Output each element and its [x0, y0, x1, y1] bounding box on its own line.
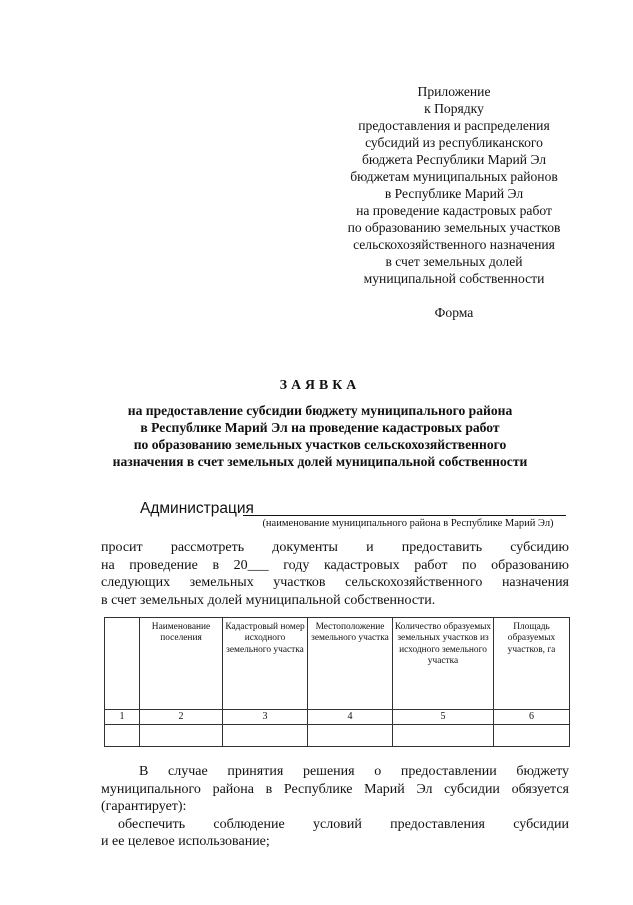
- paragraph-line: на проведение в 20___ году кадастровых работ по образованию: [101, 557, 569, 573]
- subtitle-line: по образованию земельных участков сельскохозяйственного: [133, 437, 507, 452]
- appendix-line: в счет земельных долей: [385, 254, 523, 269]
- table-cell[interactable]: [393, 725, 494, 747]
- appendix-line: бюджетам муниципальных районов: [350, 169, 558, 184]
- table-number-cell: 4: [308, 710, 393, 725]
- paragraph-line: и ее целевое использование;: [101, 834, 270, 849]
- table-cell[interactable]: [308, 725, 393, 747]
- admin-label: Администрация: [140, 500, 254, 517]
- document-title: ЗАЯВКА: [279, 377, 361, 392]
- table-header-cell: Площадь образуемых участков, га: [494, 618, 570, 710]
- subtitle-line: в Республике Марий Эл на проведение кадастровых работ: [140, 420, 500, 435]
- table-cell[interactable]: [105, 725, 140, 747]
- appendix-line: к Порядку: [424, 101, 484, 116]
- appendix-line: предоставления и распределения: [358, 118, 550, 133]
- appendix-block: [320, 83, 588, 321]
- paragraph-line: муниципального района в Республике Марий Эл субсидии обязуется: [101, 781, 569, 797]
- appendix-line: муниципальной собственности: [363, 271, 545, 286]
- table-header-row: [105, 618, 570, 710]
- paragraph-line: в счет земельных долей муниципальной собственности.: [101, 592, 436, 608]
- table-header-cell: Наименование поселения: [140, 618, 223, 710]
- appendix-line: сельскохозяйственного назначения: [353, 237, 555, 252]
- appendix-line: бюджета Республики Марий Эл: [361, 152, 547, 167]
- table-header-cell: Местоположение земельного участка: [308, 618, 393, 710]
- table-number-cell: 5: [393, 710, 494, 725]
- table-row: [105, 725, 570, 747]
- land-plots-table: [104, 617, 570, 747]
- appendix-line: на проведение кадастровых работ: [356, 203, 552, 218]
- appendix-line: в Республике Марий Эл: [384, 186, 524, 201]
- table-header-cell: Кадастровый номер исходного земельного участка: [223, 618, 308, 710]
- table-number-cell: 3: [223, 710, 308, 725]
- paragraph-line: В случае принятия решения о предоставлении бюджету: [139, 764, 569, 779]
- table-cell[interactable]: [140, 725, 223, 747]
- paragraph-line: просит рассмотреть документы и предоставить субсидию: [101, 540, 569, 555]
- paragraph-line: обеспечить соблюдение условий предоставления субсидии: [118, 816, 569, 832]
- table-cell[interactable]: [223, 725, 308, 747]
- admin-name-hint: (наименование муниципального района в Республике Марий Эл): [262, 518, 554, 529]
- subtitle-line: назначения в счет земельных долей муниципальной собственности: [112, 454, 528, 469]
- appendix-line: Приложение: [417, 84, 491, 99]
- document-subtitle: [60, 402, 580, 470]
- table-number-cell: 6: [494, 710, 570, 725]
- paragraph-line: следующих земельных участков сельскохозяйственного назначения: [101, 575, 569, 590]
- table-number-cell: 2: [140, 710, 223, 725]
- appendix-line: по образованию земельных участков: [347, 220, 561, 235]
- table-number-row: [105, 710, 570, 725]
- table-cell[interactable]: [494, 725, 570, 747]
- table-number-cell: 1: [105, 710, 140, 725]
- table-header-cell: Количество образуемых земельных участков из исходного земельного участка: [393, 618, 494, 710]
- admin-name-field-line[interactable]: [243, 515, 566, 516]
- appendix-line: субсидий из республиканского: [365, 135, 543, 150]
- request-paragraph: [101, 539, 569, 609]
- obligation-paragraph: [101, 763, 569, 851]
- table-header-cell: [105, 618, 140, 710]
- form-label: Форма: [434, 305, 474, 320]
- paragraph-line: (гарантирует):: [101, 799, 187, 814]
- subtitle-line: на предоставление субсидии бюджету муниципального района: [127, 403, 513, 418]
